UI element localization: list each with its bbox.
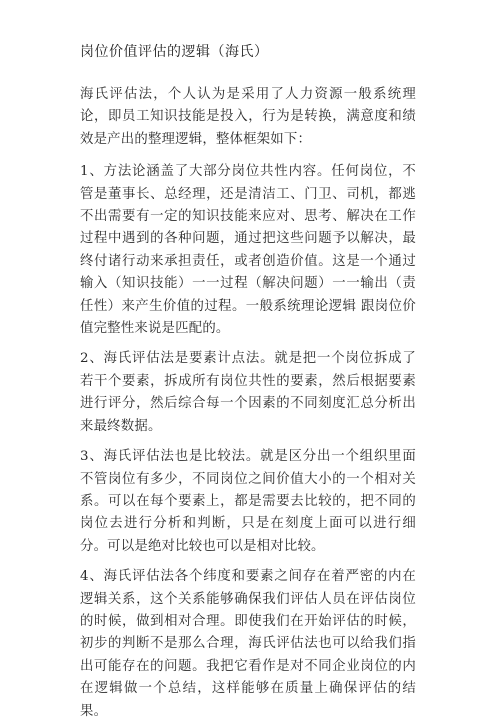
paragraph-point-2: 2、海氏评估法是要素计点法。就是把一个岗位拆成了 若干个要素，拆成所有岗位共性的要素，然后根据要素 进行评分，然后综合每一个因素的不同刻度汇总分析出 来最终数据。 <box>80 351 416 434</box>
document-title: 岗位价值评估的逻辑（海氏） <box>80 44 269 60</box>
paragraph-point-1: 1、方法论涵盖了大部分岗位共性内容。任何岗位，不 管是董事长、总经理，还是清洁工、门卫、司机，都逃 不出需要有一定的知识技能来应对、思考、解决在工作 过程中遇到的各种问题，通过把这些问题予以解决，最 终付诸行动来承担责任，或者创造价值。这是一个通过 输入（知识技能）一一过程（解决问题）一一输出（责 任性）来产生价值的过程。一般系统理论逻辑 跟岗位价 值完整性来说是匹配的。 <box>80 164 416 337</box>
paragraph-point-4: 4、海氏评估法各个纬度和要素之间存在着严密的内在 逻辑关系，这个关系能够确保我们评估人员在评估岗位 的时候，做到相对合理。即使我们在开始评估的时候， 初步的判断不是那么合理，海氏评估法也可以给我们指 出可能存在的问题。我把它看作是对不同企业岗位的内 在逻辑做一个总结，这样能够在质量上确保评估的结 果。 <box>80 569 416 719</box>
paragraph-intro: 海氏评估法，个人认为是采用了人力资源一般系统理 论，即员工知识技能是投入，行为是转换，满意度和绩 效是产出的整理逻辑，整体框架如下： <box>80 87 416 147</box>
paragraph-point-3: 3、海氏评估法也是比较法。就是区分出一个组织里面 不管岗位有多少，不同岗位之间价值大小的一个相对关 系。可以在每个要素上，都是需要去比较的，把不同的 岗位去进行分析和判断，只是在刻度上面可以进行细 分。可以是绝对比较也可以是相对比较。 <box>80 449 416 554</box>
